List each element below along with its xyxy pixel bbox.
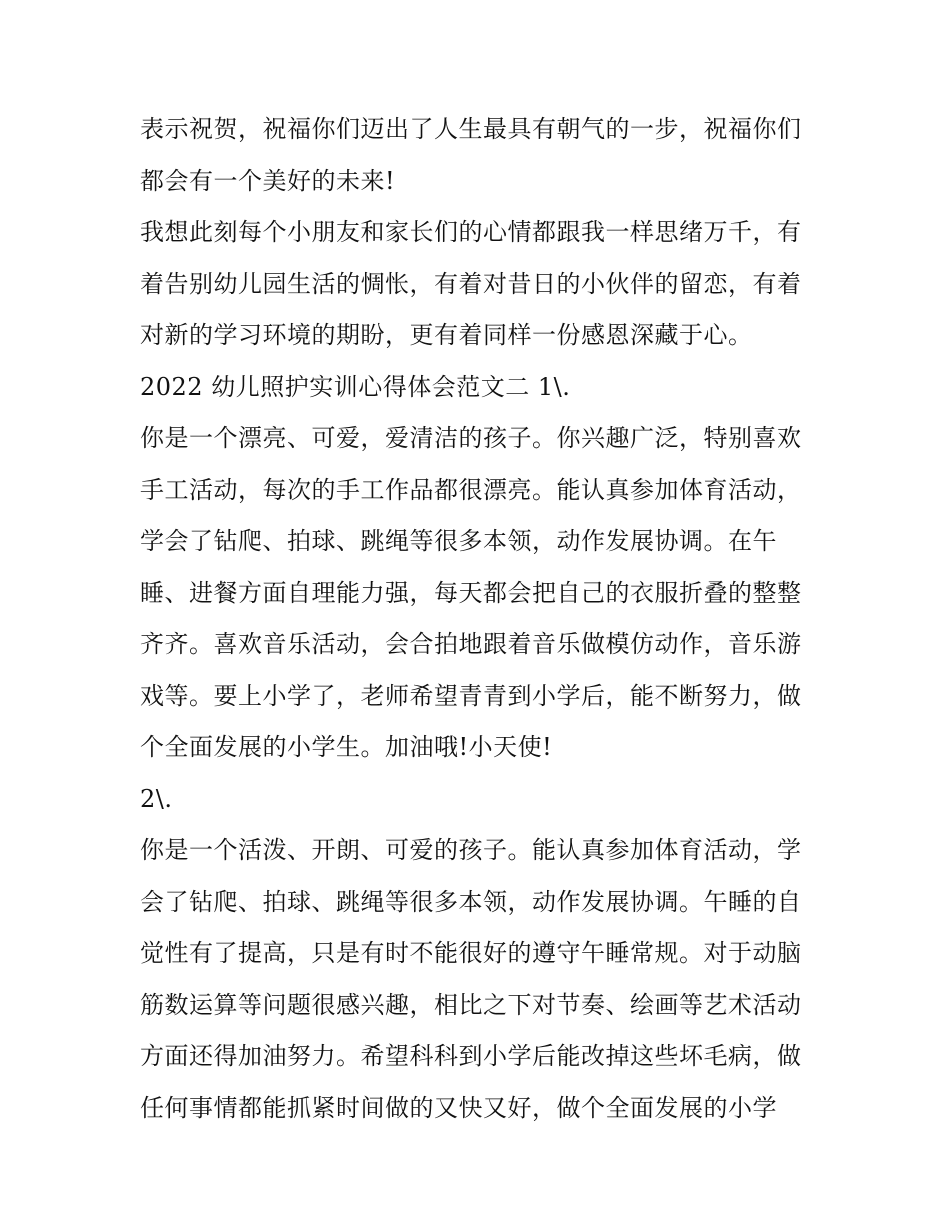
text-line: 我想此刻每个小朋友和家长们的心情都跟我一样思绪万千，有 [140,218,802,246]
text-line: 着告别幼儿园生活的惆怅，有着对昔日的小伙伴的留恋，有着 [140,269,802,298]
text-line: 任何事情都能抓紧时间做的又快又好，做个全面发展的小学 [140,1093,777,1122]
text-line: 觉性有了提高，只是有时不能很好的遵守午睡常规。对于动脑 [140,939,802,967]
text-line: 个全面发展的小学生。加油哦!小天使! [140,733,553,761]
item-number: 2\. [140,784,173,813]
text-line: 表示祝贺，祝福你们迈出了人生最具有朝气的一步，祝福你们 [140,115,802,143]
text-line: 齐齐。喜欢音乐活动，会合拍地跟着音乐做模仿动作，音乐游 [140,630,802,658]
section-heading: 2022 幼儿照护实训心得体会范文二 1\. [140,372,571,401]
text-line: 学会了钻爬、拍球、跳绳等很多本领，动作发展协调。在午 [140,527,777,555]
text-line: 你是一个漂亮、可爱，爱清洁的孩子。你兴趣广泛，特别喜欢 [140,424,802,452]
text-line: 会了钻爬、拍球、跳绳等很多本领，动作发展协调。午睡的自 [140,887,802,916]
text-line: 睡、进餐方面自理能力强，每天都会把自己的衣服折叠的整整 [140,578,802,607]
text-line: 筋数运算等问题很感兴趣，相比之下对节奏、绘画等艺术活动 [140,990,802,1019]
text-line: 对新的学习环境的期盼，更有着同样一份感恩深藏于心。 [140,321,753,349]
text-line: 你是一个活泼、开朗、可爱的孩子。能认真参加体育活动，学 [140,836,802,864]
document-body [140,104,815,1134]
text-line: 手工活动，每次的手工作品都很漂亮。能认真参加体育活动， [140,475,802,504]
text-line: 方面还得加油努力。希望科科到小学后能改掉这些坏毛病，做 [140,1042,802,1070]
text-line: 都会有一个美好的未来! [140,166,396,195]
text-line: 戏等。要上小学了，老师希望青青到小学后，能不断努力，做 [140,681,802,710]
